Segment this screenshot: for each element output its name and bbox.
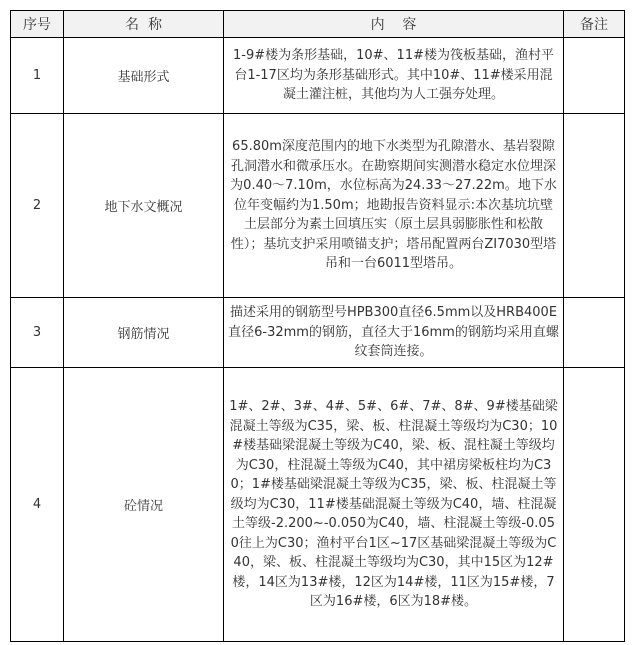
row-name: 砼情况: [64, 368, 224, 642]
row-content: 1#、2#、3#、4#、5#、6#、7#、8#、9#楼基础梁混凝土等级为C35，梁、板、柱混凝土等级均为C30；10#楼基础梁混凝土等级为C40，梁、板、混柱凝土等级均为C30，柱混凝土等级为C40，其中裙房梁板柱均为C30；1#楼基础梁混凝土等级为C35，梁、板、柱混凝土等级均为C30，11#楼基础混凝土等级为C40，墙、柱混凝土等级-2.200~-0.050为C40，墙、柱混凝土等级-0.050往上为C30；渔村平台1区~17区基础梁混凝土等级为C40，梁、板、柱混凝土等级均为C30，其中15区为12#楼，14区为13#楼，12区为14#楼，11区为15#楼，7区为16#楼，6区为18#楼。: [224, 368, 564, 642]
spec-table: [10, 10, 625, 642]
header-content: 内 容: [224, 11, 564, 38]
table-row: [11, 38, 625, 114]
row-no: 3: [11, 298, 64, 368]
row-note: [564, 298, 625, 368]
header-row: [11, 11, 625, 38]
row-content: 描述采用的钢筋型号HPB300直径6.5mm以及HRB400E直径6-32mm的钢筋，直径大于16mm的钢筋均采用直螺纹套筒连接。: [224, 298, 564, 368]
row-name: 地下水文概况: [64, 114, 224, 298]
row-note: [564, 38, 625, 114]
row-no: 1: [11, 38, 64, 114]
header-note: 备注: [564, 11, 625, 38]
row-no: 4: [11, 368, 64, 642]
row-note: [564, 114, 625, 298]
header-name: 名 称: [64, 11, 224, 38]
table-row: [11, 298, 625, 368]
table-row: [11, 368, 625, 642]
row-note: [564, 368, 625, 642]
table-row: [11, 114, 625, 298]
row-name: 钢筋情况: [64, 298, 224, 368]
header-no: 序号: [11, 11, 64, 38]
row-content: 65.80m深度范围内的地下水类型为孔隙潜水、基岩裂隙孔洞潜水和微承压水。在勘察期间实测潜水稳定水位埋深为0.40～7.10m，水位标高为24.33～27.22m。地下水位年变幅约为1.50m；地勘报告资料显示:本次基坑坑壁土层部分为素土回填压实（原土层具弱膨胀性和松散性）；基坑支护采用喷锚支护；塔吊配置两台ZI7030型塔吊和一台6011型塔吊。: [224, 114, 564, 298]
row-content: 1-9#楼为条形基础，10#、11#楼为筏板基础，渔村平台1-17区均为条形基础形式。其中10#、11#楼采用混凝土灌注桩，其他均为人工强夯处理。: [224, 38, 564, 114]
row-name: 基础形式: [64, 38, 224, 114]
row-no: 2: [11, 114, 64, 298]
